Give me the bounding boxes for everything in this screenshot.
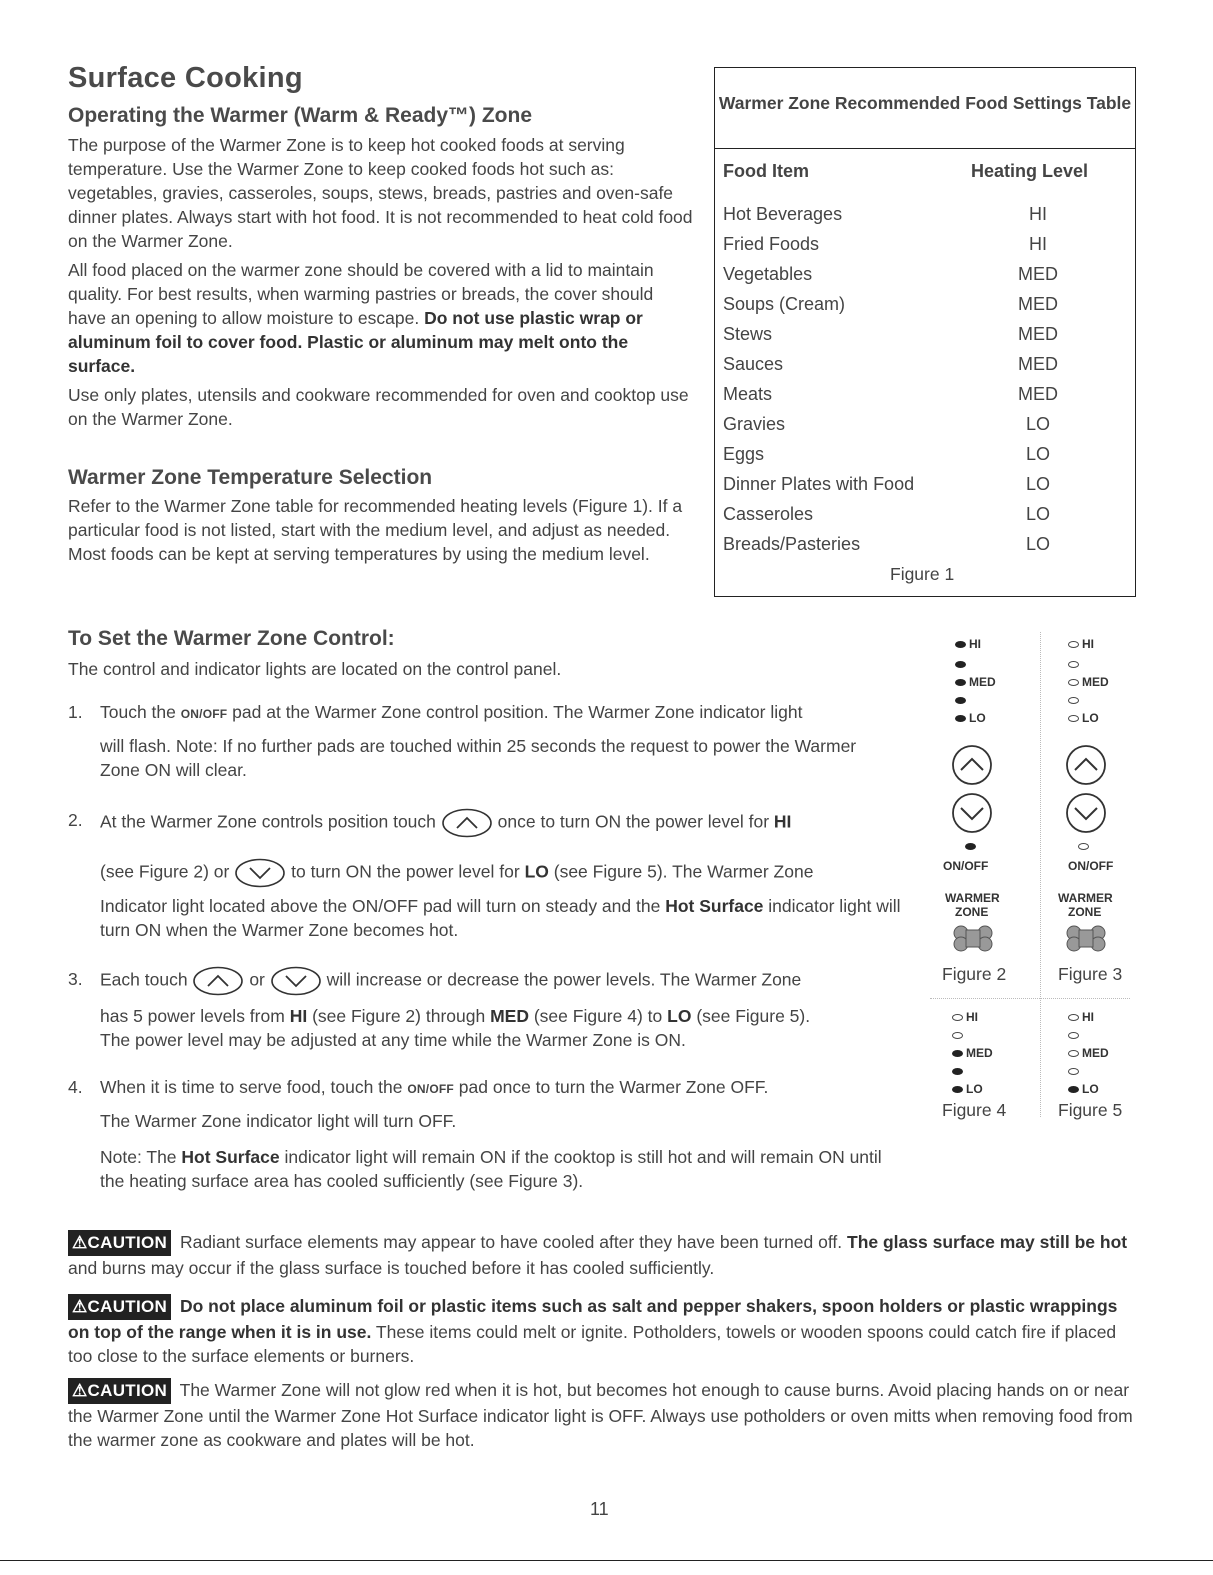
table-row: Hot Beverages HI bbox=[723, 204, 1047, 224]
warmer-zone-label: WARMER bbox=[945, 891, 1000, 905]
indicator-light-off bbox=[1068, 1014, 1079, 1021]
indicator-med: MED bbox=[1068, 675, 1109, 691]
indicator-light-on bbox=[955, 679, 966, 686]
caution-badge: ⚠CAUTION bbox=[68, 1230, 171, 1256]
section-heading-operating: Operating the Warmer (Warm & Ready™) Zone bbox=[68, 104, 533, 127]
up-arrow-pad-icon bbox=[192, 966, 244, 996]
indicator-step bbox=[1068, 693, 1082, 709]
caution-1: ⚠CAUTION Radiant surface elements may appear to have cooled after they have been turned off. The glass surface may still be hot and burns may occur if the glass surface is touched before it has cooled sufficiently. bbox=[68, 1232, 1128, 1278]
table-row: Soups (Cream) MED bbox=[723, 294, 1058, 314]
indicator-light-off bbox=[1068, 641, 1079, 648]
onoff-pad[interactable]: ON/OFF bbox=[1068, 859, 1114, 873]
indicator-med: MED bbox=[952, 1046, 993, 1062]
indicator-light-on bbox=[952, 1068, 963, 1075]
step-3-line-3: The power level may be adjusted at any time while the Warmer Zone is ON. bbox=[100, 1030, 686, 1050]
indicator-step bbox=[952, 1028, 966, 1044]
step-2-line: At the Warmer Zone controls position touch once to turn ON the power level for HI bbox=[100, 808, 920, 838]
table-row: Casseroles LO bbox=[723, 504, 1050, 524]
column-header-level: Heating Level bbox=[971, 161, 1089, 181]
indicator-step bbox=[1068, 1028, 1082, 1044]
onoff-indicator bbox=[1078, 839, 1092, 855]
warmer-zone-label: WARMER bbox=[1058, 891, 1113, 905]
caution-2: ⚠CAUTION Do not place aluminum foil or plastic items such as salt and pepper shakers, spoon holders or plastic wrappings on top of the range when it is in use. These items could melt or ignite. Potholders, towels or wooden spoons could catch fire if placed too close to the surface elements or burners. bbox=[68, 1296, 1118, 1366]
indicator-lo: LO bbox=[1068, 1082, 1099, 1098]
indicator-hi: HI bbox=[1068, 637, 1094, 653]
paragraph-purpose: The purpose of the Warmer Zone is to keep hot cooked foods at serving temperature. Use the Warmer Zone to keep cooked foods hot such as: vegetables, gravies, casseroles, soups, stews, breads, pastries and oven-safe dinner plates. Always start with hot food. It is not recommended to heat cold food on the Warmer Zone. bbox=[68, 135, 693, 251]
up-arrow-pad-icon[interactable] bbox=[1064, 743, 1108, 787]
hot-surface-icon bbox=[1064, 923, 1108, 953]
cover-food-text: All food placed on the warmer zone should be covered with a lid to maintain quality. For best results, when warming pastries or breads, the cover should have an opening to allow moisture to escape. bbox=[68, 260, 654, 328]
indicator-med: MED bbox=[955, 675, 996, 691]
indicator-light-off bbox=[1068, 1050, 1079, 1057]
settings-table bbox=[714, 67, 1136, 597]
column-header-food: Food Item bbox=[723, 161, 809, 181]
section-heading-temperature: Warmer Zone Temperature Selection bbox=[68, 466, 433, 489]
step-number: 4. bbox=[68, 1077, 83, 1097]
indicator-step bbox=[952, 1064, 966, 1080]
indicator-light-off bbox=[1068, 1068, 1079, 1075]
indicator-light-on bbox=[952, 1050, 963, 1057]
caution-3: ⚠CAUTION The Warmer Zone will not glow red when it is hot, but becomes hot enough to cause burns. Avoid placing hands on or near the Warmer Zone until the Warmer Zone Hot Surface indicator light is OFF. Always use potholders or oven mitts when removing food from the warmer zone as cookware and plates will be hot. bbox=[68, 1380, 1133, 1450]
indicator-light-off bbox=[1068, 1032, 1079, 1039]
table-row: Sauces MED bbox=[723, 354, 1058, 374]
indicator-step bbox=[955, 657, 969, 673]
onoff-pad-label: ON/OFF bbox=[407, 1082, 454, 1096]
paragraph-control-intro: The control and indicator lights are located on the control panel. bbox=[68, 659, 562, 679]
step-4-line-2: The Warmer Zone indicator light will turn OFF. bbox=[100, 1111, 457, 1131]
table-row: Meats MED bbox=[723, 384, 1058, 404]
step-number: 1. bbox=[68, 702, 83, 722]
figure-5-caption: Figure 5 bbox=[1058, 1100, 1123, 1120]
indicator-light-on bbox=[955, 641, 966, 648]
section-heading-set-control: To Set the Warmer Zone Control: bbox=[68, 627, 395, 650]
page-title: Surface Cooking bbox=[68, 62, 303, 94]
table-row: Gravies LO bbox=[723, 414, 1050, 434]
onoff-pad-label: ON/OFF bbox=[180, 707, 228, 721]
step-number: 2. bbox=[68, 810, 83, 830]
down-arrow-pad-icon bbox=[234, 858, 286, 888]
step-1-line: Touch the ON/OFF pad at the Warmer Zone control position. The Warmer Zone indicator light bbox=[100, 702, 803, 722]
figure-4-panel bbox=[952, 1010, 1032, 1100]
indicator-hi: HI bbox=[1068, 1010, 1094, 1026]
step-1-note: will flash. Note: If no further pads are touched within 25 seconds the request to power the Warmer Zone ON will clear. bbox=[100, 736, 857, 780]
indicator-hi: HI bbox=[952, 1010, 978, 1026]
figure-3-caption: Figure 3 bbox=[1058, 964, 1123, 984]
indicator-light-on bbox=[952, 1086, 963, 1093]
step-3-line: Each touch or will increase or decrease the power levels. The Warmer Zone bbox=[100, 966, 920, 996]
table-row: Breads/Pasteries LO bbox=[723, 534, 1050, 554]
onoff-indicator bbox=[965, 839, 979, 855]
step-4-line: When it is time to serve food, touch the ON/OFF pad once to turn the Warmer Zone OFF. bbox=[100, 1077, 769, 1097]
indicator-lo: LO bbox=[1068, 711, 1099, 727]
indicator-light-off bbox=[1068, 697, 1079, 704]
indicator-light-off bbox=[1068, 679, 1079, 686]
indicator-light-on bbox=[955, 661, 966, 668]
up-arrow-pad-icon bbox=[441, 808, 493, 838]
figure-5-panel bbox=[1068, 1010, 1148, 1100]
figure-divider bbox=[1040, 632, 1041, 1117]
indicator-lo: LO bbox=[955, 711, 986, 727]
step-2-line-2: (see Figure 2) or to turn ON the power level for LO (see Figure 5). The Warmer Zone bbox=[100, 858, 920, 888]
warmer-zone-label: ZONE bbox=[1068, 905, 1102, 919]
figure-4-caption: Figure 4 bbox=[942, 1100, 1007, 1120]
table-title: Warmer Zone Recommended Food Settings Table bbox=[718, 93, 1132, 113]
indicator-step bbox=[955, 693, 969, 709]
warmer-zone-label: ZONE bbox=[955, 905, 989, 919]
table-rule bbox=[715, 148, 1135, 149]
paragraph-temperature: Refer to the Warmer Zone table for recommended heating levels (Figure 1). If a particular food is not listed, start with the medium level, and adjust as needed. Most foods can be kept at serving temperatures by using the medium level. bbox=[68, 496, 683, 564]
paragraph-cover-food bbox=[68, 258, 693, 378]
plastic-warning-text: Do not use plastic wrap or aluminum foil to cover food. Plastic or aluminum may melt onto the surface. bbox=[68, 308, 643, 376]
step-4-note: Note: The Hot Surface indicator light will remain ON if the cooktop is still hot and will remain ON until the heating surface area has cooled sufficiently (see Figure 3). bbox=[100, 1147, 882, 1191]
caution-badge: ⚠CAUTION bbox=[68, 1294, 171, 1320]
caution-badge: ⚠CAUTION bbox=[68, 1378, 171, 1404]
step-2-line-3: Indicator light located above the ON/OFF pad will turn on steady and the Hot Surface indicator light will turn ON when the Warmer Zone becomes hot. bbox=[100, 896, 901, 940]
indicator-light-off bbox=[952, 1032, 963, 1039]
down-arrow-pad-icon[interactable] bbox=[1064, 791, 1108, 835]
indicator-light-on bbox=[965, 843, 976, 850]
down-arrow-pad-icon bbox=[270, 966, 322, 996]
indicator-step bbox=[1068, 657, 1082, 673]
table-row: Eggs LO bbox=[723, 444, 1050, 464]
figure-1-caption: Figure 1 bbox=[890, 564, 955, 584]
hot-surface-icon bbox=[951, 923, 995, 953]
indicator-light-off bbox=[1068, 715, 1079, 722]
indicator-lo: LO bbox=[952, 1082, 983, 1098]
figure-2-caption: Figure 2 bbox=[942, 964, 1007, 984]
indicator-step bbox=[1068, 1064, 1082, 1080]
table-row: Fried Foods HI bbox=[723, 234, 1047, 254]
indicator-light-off bbox=[952, 1014, 963, 1021]
page-number: 11 bbox=[590, 1499, 609, 1519]
indicator-light-on bbox=[955, 715, 966, 722]
indicator-light-on bbox=[1068, 1086, 1079, 1093]
indicator-hi: HI bbox=[955, 637, 981, 653]
table-row: Dinner Plates with Food LO bbox=[723, 474, 1050, 494]
indicator-light-off bbox=[1078, 843, 1089, 850]
footer-rule bbox=[0, 1560, 1213, 1561]
step-number: 3. bbox=[68, 969, 83, 989]
table-row: Stews MED bbox=[723, 324, 1058, 344]
indicator-light-off bbox=[1068, 661, 1079, 668]
paragraph-cookware: Use only plates, utensils and cookware recommended for oven and cooktop use on the Warmer Zone. bbox=[68, 385, 689, 429]
down-arrow-pad-icon[interactable] bbox=[950, 791, 994, 835]
up-arrow-pad-icon[interactable] bbox=[950, 743, 994, 787]
indicator-med: MED bbox=[1068, 1046, 1109, 1062]
indicator-light-on bbox=[955, 697, 966, 704]
step-3-line-2: has 5 power levels from HI (see Figure 2) through MED (see Figure 4) to LO (see Figure 5). bbox=[100, 1006, 811, 1026]
onoff-pad[interactable]: ON/OFF bbox=[943, 859, 989, 873]
table-row: Vegetables MED bbox=[723, 264, 1058, 284]
